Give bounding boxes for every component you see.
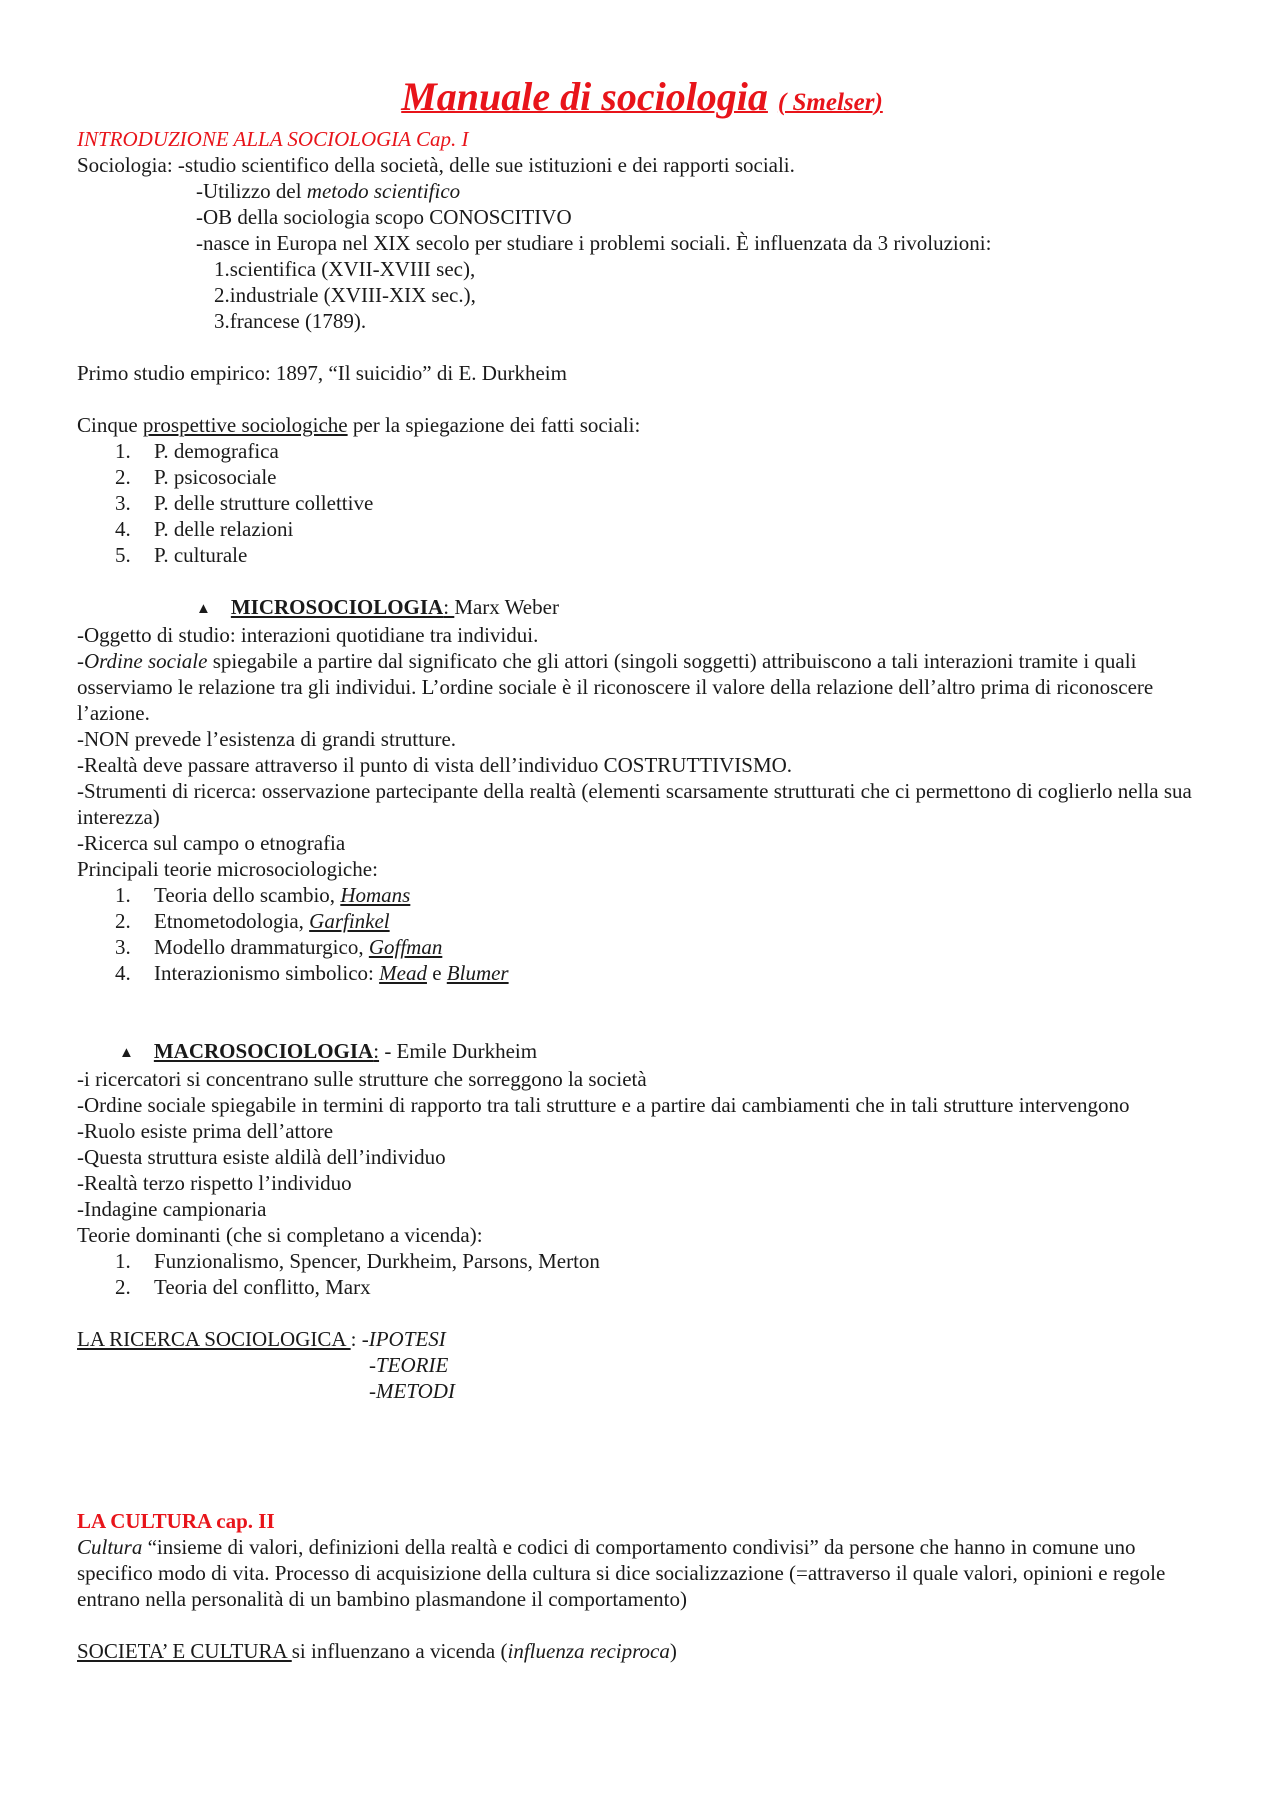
- cultura-definition: [77, 1534, 1207, 1612]
- ricerca-item: -METODI: [369, 1379, 455, 1403]
- list-item-text: Funzionalismo, Spencer, Durkheim, Parsons, Merton: [154, 1249, 600, 1273]
- list-item-text: Modello drammaturgico,: [154, 935, 369, 959]
- list-item: 2. Etnometodologia, Garfinkel: [115, 909, 390, 933]
- intro-definition: Sociologia: -studio scientifico della società, delle sue istituzioni e dei rapporti sociali.: [77, 153, 795, 177]
- list-item: 3. Modello drammaturgico, Goffman: [115, 935, 443, 959]
- cultura-term: Cultura: [77, 1535, 143, 1559]
- author-name: Goffman: [368, 935, 443, 959]
- revolution-item: 1.scientifica (XVII-XVIII sec),: [214, 257, 476, 281]
- macro-heading: [77, 1038, 1207, 1066]
- title-main: Manuale di sociologia: [401, 74, 768, 119]
- intro-method-label: -Utilizzo del: [196, 179, 307, 203]
- prospettive-list: [77, 438, 1207, 568]
- list-item: 2. P. psicosociale: [115, 465, 277, 489]
- primo-studio: Primo studio empirico: 1897, “Il suicidio” di E. Durkheim: [77, 361, 567, 385]
- micro-colon: :: [443, 595, 455, 619]
- societa-cultura-italic: influenza reciproca: [507, 1639, 670, 1663]
- list-item-text: P. psicosociale: [154, 465, 277, 489]
- micro-dash: -: [77, 649, 84, 673]
- ricerca-sep: :: [350, 1327, 362, 1351]
- micro-heading: [77, 594, 1207, 622]
- macro-colon: :: [373, 1039, 380, 1063]
- macro-line: -Realtà terzo rispetto l’individuo: [77, 1171, 352, 1195]
- prospettive-underlined: prospettive sociologiche: [142, 413, 348, 437]
- list-item-text: P. demografica: [154, 439, 279, 463]
- macro-line: -Ruolo esiste prima dell’attore: [77, 1119, 334, 1143]
- macro-theories-list: [77, 1248, 1207, 1300]
- societa-cultura-text: si influenzano a vicenda (: [291, 1639, 508, 1663]
- ricerca-heading: [77, 1326, 1207, 1352]
- list-item-text: Etnometodologia,: [154, 909, 310, 933]
- micro-theories-list: [77, 882, 1207, 986]
- societa-cultura: [77, 1638, 1207, 1664]
- prospettive-pre: Cinque: [77, 413, 143, 437]
- micro-author: Marx Weber: [454, 595, 559, 619]
- list-item: 1. Teoria dello scambio, Homans: [115, 883, 411, 907]
- list-item: 4. P. delle relazioni: [115, 517, 294, 541]
- list-item: 4. Interazionismo simbolico: Mead e Blumer: [115, 961, 509, 985]
- revolution-item: 3.francese (1789).: [214, 309, 367, 333]
- list-item: 1. Funzionalismo, Spencer, Durkheim, Parsons, Merton: [115, 1249, 600, 1273]
- intro-method-italic: metodo scientifico: [306, 179, 461, 203]
- ricerca-item: -TEORIE: [369, 1353, 449, 1377]
- micro-ordine-term: Ordine sociale: [84, 649, 208, 673]
- micro-line: -Realtà deve passare attraverso il punto di vista dell’individuo COSTRUTTIVISMO.: [77, 753, 793, 777]
- list-item: 2. Teoria del conflitto, Marx: [115, 1275, 371, 1299]
- prospettive-intro: [77, 412, 1207, 438]
- intro-heading: INTRODUZIONE ALLA SOCIOLOGIA Cap. I: [77, 127, 469, 151]
- list-item-text: Interazionismo simbolico:: [154, 961, 380, 985]
- triangle-bullet-icon: ▲: [196, 601, 211, 617]
- macro-line: -Questa struttura esiste aldilà dell’individuo: [77, 1145, 446, 1169]
- micro-line: Principali teorie microsociologiche:: [77, 857, 378, 881]
- cultura-heading: LA CULTURA cap. II: [77, 1509, 275, 1533]
- micro-ordine-text: spiegabile a partire dal significato che gli attori (singoli soggetti) attribuiscono a tali interazioni tramite i quali osserviamo le relazione tra gli individui. L’ordine sociale è il riconoscere il valore della relazione dell’altro prima di riconoscere l’azione.: [77, 649, 1154, 725]
- micro-line: -Oggetto di studio: interazioni quotidiane tra individui.: [77, 623, 539, 647]
- macro-line: -Indagine campionaria: [77, 1197, 267, 1221]
- revolution-item: 2.industriale (XVIII-XIX sec.),: [214, 283, 476, 307]
- micro-line: -NON prevede l’esistenza di grandi strutture.: [77, 727, 457, 751]
- macro-line: -Ordine sociale spiegabile in termini di rapporto tra tali strutture e a partire dai cambiamenti che in tali strutture intervengono: [77, 1093, 1130, 1117]
- ricerca-heading-text: LA RICERCA SOCIOLOGICA: [77, 1327, 351, 1351]
- intro-method: [77, 178, 1207, 204]
- list-item-text: P. delle relazioni: [154, 517, 294, 541]
- ricerca-item: -IPOTESI: [361, 1327, 446, 1351]
- list-item-text: P. culturale: [154, 543, 248, 567]
- societa-cultura-close: ): [669, 1639, 677, 1663]
- list-item-text: Teoria dello scambio,: [154, 883, 341, 907]
- micro-heading-text: MICROSOCIOLOGIA: [230, 595, 444, 619]
- author-name: Mead: [379, 961, 427, 985]
- title-sub: ( Smelser): [777, 89, 883, 116]
- author-name: Blumer: [446, 961, 509, 985]
- macro-line: Teorie dominanti (che si completano a vicenda):: [77, 1223, 483, 1247]
- societa-cultura-heading: SOCIETA’ E CULTURA: [77, 1639, 292, 1663]
- author-name: Homans: [340, 883, 411, 907]
- macro-heading-text: MACROSOCIOLOGIA: [153, 1039, 374, 1063]
- list-item: 3. P. delle strutture collettive: [115, 491, 374, 515]
- cultura-def: “insieme di valori, definizioni della realtà e codici di comportamento condivisi” da persone che hanno in comune uno specifico modo di vita. Processo di acquisizione della cultura si dice socializzazione (=attraverso il quale valori, opinioni e regole entrano nella personalità di un bambino plasmandone il comportamento): [77, 1535, 1166, 1611]
- document-page: [77, 74, 1207, 1664]
- author-name: Garfinkel: [309, 909, 390, 933]
- list-item-text: Teoria del conflitto, Marx: [154, 1275, 371, 1299]
- macro-author: - Emile Durkheim: [379, 1039, 538, 1063]
- list-item: 1. P. demografica: [115, 439, 279, 463]
- list-item-text: e: [426, 961, 447, 985]
- triangle-bullet-icon: ▲: [119, 1045, 134, 1061]
- micro-line: -Strumenti di ricerca: osservazione partecipante della realtà (elementi scarsamente strutturati che ci permettono di coglierlo nella sua interezza): [77, 779, 1192, 829]
- document-title: [77, 74, 1207, 126]
- micro-line: -Ricerca sul campo o etnografia: [77, 831, 346, 855]
- list-item: 5. P. culturale: [115, 543, 248, 567]
- micro-ordine: [77, 648, 1207, 726]
- intro-objective: -OB della sociologia scopo CONOSCITIVO: [196, 205, 572, 229]
- intro-origin: -nasce in Europa nel XIX secolo per studiare i problemi sociali. È influenzata da 3 rivoluzioni:: [196, 231, 992, 255]
- macro-line: -i ricercatori si concentrano sulle strutture che sorreggono la società: [77, 1067, 647, 1091]
- prospettive-post: per la spiegazione dei fatti sociali:: [347, 413, 641, 437]
- list-item-text: P. delle strutture collettive: [154, 491, 374, 515]
